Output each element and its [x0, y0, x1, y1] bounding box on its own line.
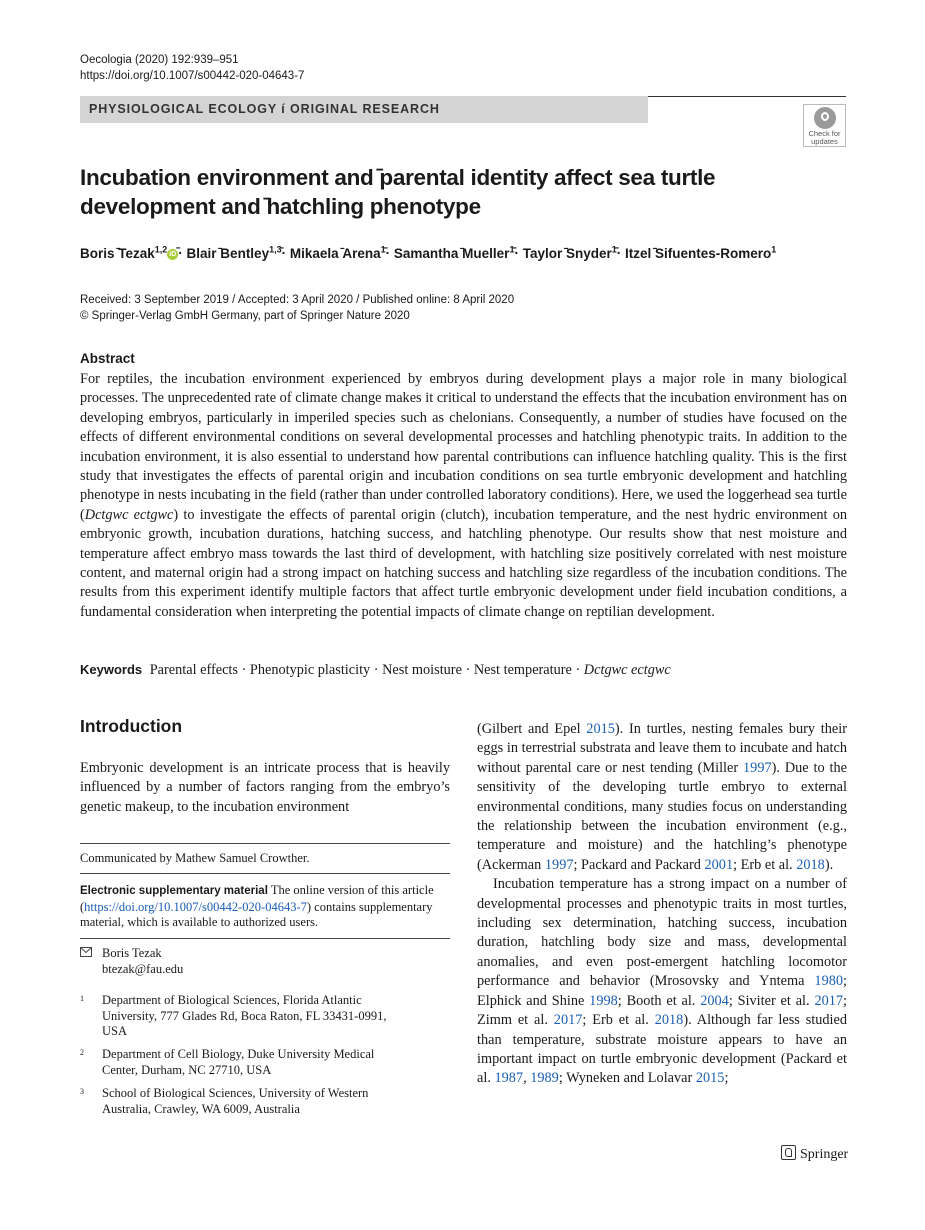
keywords [80, 662, 847, 679]
affiliation: 3 School of Biological Sciences, University of Western Australia, Crawley, WA 6009, Australia [80, 1086, 369, 1116]
publisher-logo [781, 1145, 848, 1163]
abstract-body: For reptiles, the incubation environment experienced by embryos during development plays a major role in many biological processes. The unprecedented rate of climate change makes it critical to understand the effects that the incubation environment has on developing embryos, particularly in imperiled species such as chelonians. Consequently, a number of studies have focused on the effects of different environmental conditions on several developmental processes and hatchling phenotypic traits. In addition to the incubation environment, it is also essential to understand how parental contributions can influence hatchling quality. This is the first study that investigates the effects of parental origin and incubation conditions on sea turtle embryonic development and hatchling phenotype in nests incubating in the field (rather than under controlled laboratory conditions). Here, we used the loggerhead sea turtle (Dctgwc ectgwc) to investigate the effects of parental origin (clutch), incubation temperature, and the nest hydric environment on embryonic growth, incubation durations, hatching success, and hatchling phenotype. Our results show that nest moisture and temperature affect embryo mass towards the last third of development, with hatchling size positively correlated with nest moisture content, and maternal origin had a strong impact on hatching success and hatchling size regardless of the incubation conditions. The results from this experiment identify multiple factors that affect turtle embryonic development under field incubation conditions, a fundamental consideration when interpreting the potential impacts of climate change on reptilian development. [80, 371, 847, 620]
citation-link[interactable]: 1980 [814, 973, 844, 990]
footnote-rule [80, 873, 450, 874]
citation-link[interactable]: 1987 [494, 1070, 524, 1087]
citation-link[interactable]: 2004 [700, 992, 729, 1009]
publisher-name: Springer [800, 1147, 849, 1162]
springer-horse-icon [781, 1145, 796, 1160]
citation-link[interactable]: 1997 [743, 759, 772, 776]
author-separator: ̄· [178, 245, 187, 261]
author[interactable]: Taylor ̄Snyder$^1$ [522, 244, 617, 261]
author[interactable]: Samantha ̄Mueller$^1$ [393, 244, 515, 261]
citation-link[interactable]: 2018 [796, 856, 825, 873]
citation-link[interactable]: 1998 [589, 992, 618, 1009]
introduction-heading: Introduction [80, 716, 183, 736]
title-line-2: development and ̄hatchling phenotype [80, 194, 481, 219]
dates-line: Received: 3 September 2019 / Accepted: 3 April 2020 / Published online: 8 April 2020 [80, 294, 515, 306]
envelope-icon [80, 946, 92, 962]
citation-link[interactable]: 2015 [695, 1070, 725, 1087]
intro-right-column [477, 720, 847, 1089]
author-separator: ̄· [514, 245, 523, 261]
journal-meta [80, 52, 304, 84]
affiliation: 1 Department of Biological Sciences, Florida Atlantic University, 777 Glades Rd, Boca Raton, FL 33431-0991, USA [80, 993, 387, 1038]
author[interactable]: Boris ̄Tezak$^{1,2}$ [80, 244, 168, 261]
author[interactable]: Mikaela ̄Arena$^1$ [289, 244, 386, 261]
keywords-species: Dctgwc ectgwc [583, 662, 671, 678]
keywords-text: Parental effects · Phenotypic plasticity · Nest moisture · Nest temperature · [149, 662, 584, 678]
esm-link[interactable]: https://doi.org/10.1007/s00442-020-04643-7 [84, 899, 307, 914]
orcid-icon[interactable]: iD [169, 250, 177, 258]
species-name: Dctgwc ectgwc [84, 506, 174, 523]
journal-citation: Oecologia (2020) 192:939–951 [80, 54, 239, 66]
corresponding-name: Boris Tezak [102, 946, 162, 960]
author[interactable]: Itzel ̄Sifuentes-Romero$^1$ [625, 244, 777, 261]
citation-link[interactable]: 2001 [704, 856, 734, 873]
citation-link[interactable]: 1997 [544, 856, 574, 873]
article-title [80, 163, 860, 221]
citation-link[interactable]: 1989 [530, 1070, 559, 1087]
author[interactable]: Blair ̄Bentley$^{1,3}$ [186, 244, 282, 261]
author-separator: ̄· [385, 245, 394, 261]
corresponding-author [80, 946, 450, 977]
abstract-heading: Abstract [80, 351, 135, 366]
author-separator: ̄· [281, 245, 290, 261]
check-updates-label: Check for updates [808, 129, 841, 146]
esm-label: Electronic supplementary material [80, 885, 268, 897]
check-for-updates-badge[interactable] [803, 104, 846, 147]
journal-doi[interactable]: https://doi.org/10.1007/s00442-020-04643-7 [80, 70, 305, 82]
intro-left-paragraph: Embryonic development is an intricate process that is heavily influenced by a number of factors ranging from the embryo’s genetic makeup, to the incubation environment [80, 760, 450, 815]
keywords-label: Keywords [80, 662, 143, 677]
header-rule [648, 96, 846, 97]
crossmark-icon [814, 107, 836, 129]
communicated-by: Communicated by Mathew Samuel Crowther. [80, 851, 310, 865]
footnote-rule [80, 843, 450, 844]
corresponding-email[interactable]: btezak@fau.edu [102, 961, 184, 976]
section-banner-label: PHYSIOLOGICAL ECOLOGY í ORIGINAL RESEARCH [89, 102, 440, 116]
intro-right-paragraph-2: Incubation temperature has a strong impact on a number of developmental processes and phenotypic traits in most turtles, including sex determination, hatching success, incubation duration, hatchling body size and mass, developmental anomalies, and even post-emergent hatchling locomotor performance and behavior (Mrosovsky and Yntema 1980; Elphick and Shine 1998; Booth et al. 2004; Siviter et al. 2017; Zimm et al. 2017; Erb et al. 2018). Although far less studied than temperature, substrate moisture appears to have an important impact on turtle embryonic development (Packard et al. 1987, 1989; Wyneken and Lolavar 2015; [477, 876, 848, 1087]
author-list [80, 244, 880, 261]
footnote-rule [80, 938, 450, 939]
publication-dates [80, 292, 514, 324]
citation-link[interactable]: 2017 [553, 1012, 583, 1029]
title-line-1: Incubation environment and ̄parental identity affect sea turtle [80, 165, 716, 190]
intro-right-paragraph-1: (Gilbert and Epel 2015). In turtles, nesting females bury their eggs in terrestrial substrata and leave them to incubate and hatch without parental care or nest tending (Miller 1997). Due to the sensitivity of the developing turtle embryo to external environmental conditions, many studies focus on understanding the relationship between the incubation environment (e.g., temperature and moisture) and the hatchling’s phenotype (Ackerman 1997; Packard and Packard 2001; Erb et al. 2018). [477, 721, 847, 873]
affiliation: 2 Department of Cell Biology, Duke University Medical Center, Durham, NC 27710, USA [80, 1047, 375, 1077]
citation-link[interactable]: 2017 [814, 992, 844, 1009]
copyright-line: © Springer-Verlag GmbH Germany, part of Springer Nature 2020 [80, 310, 410, 322]
citation-link[interactable]: 2015 [586, 721, 615, 737]
author-separator: ̄· [616, 245, 626, 261]
esm-note: Electronic supplementary material The online version of this article (https://doi.org/10.1007/s00442-020-04643-7) contains supplementary material, which is available to authorized users. [80, 883, 434, 929]
citation-link[interactable]: 2018 [654, 1012, 684, 1029]
section-banner [80, 96, 648, 123]
